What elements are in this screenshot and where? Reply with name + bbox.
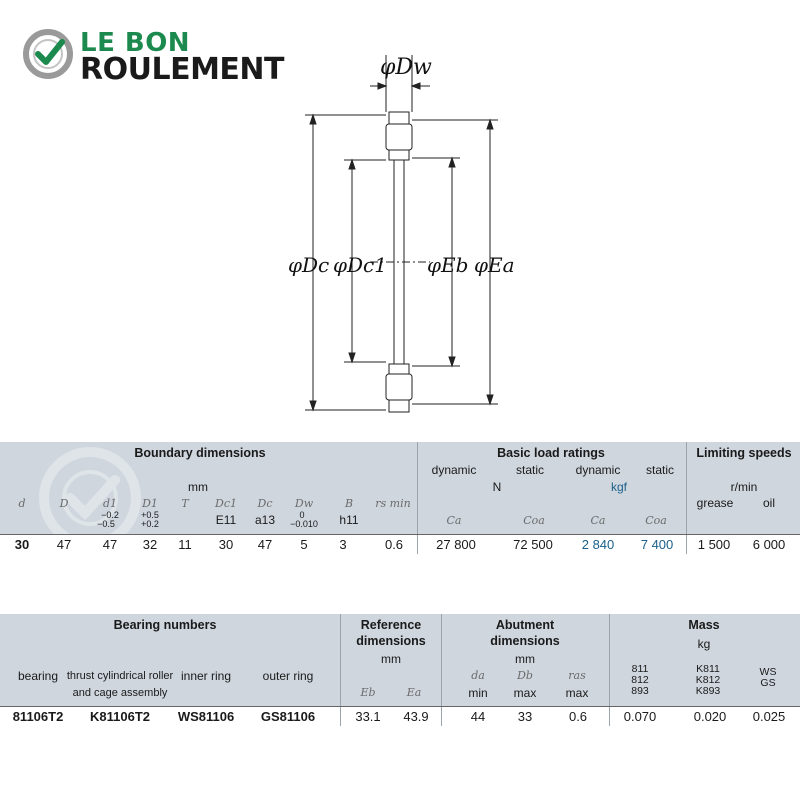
tol-Dw-bot: −0.010	[290, 519, 318, 529]
mass-series-1: 811 812 893	[631, 663, 649, 697]
cell-T: 11	[178, 537, 192, 552]
symbol-coa-kgf: Coa	[645, 514, 667, 527]
cell-Dw: 5	[300, 537, 308, 552]
cell-ras: 0.6	[568, 709, 588, 724]
cell-mass-3: 0.025	[752, 709, 786, 724]
header-bearing: bearing	[17, 669, 59, 683]
cell-d: 30	[14, 537, 30, 552]
symbol-Dw: Dw	[294, 497, 314, 510]
header-dynamic-n: dynamic	[431, 463, 477, 477]
symbol-D1: D1	[142, 497, 158, 510]
symbol-eb: Eb	[360, 686, 376, 699]
symbol-B: B	[344, 497, 354, 510]
mass-series-3: WS GS	[759, 666, 777, 689]
unit-abutment-mm: mm	[515, 652, 535, 666]
unit-kgf: kgf	[610, 480, 628, 494]
tol-Dc: a13	[254, 513, 276, 527]
header-bearing-numbers: Bearing numbers	[113, 618, 217, 632]
cell-ea: 43.9	[403, 709, 429, 724]
header-abutment: Abutment	[495, 618, 555, 632]
cell-coa-n: 72 500	[513, 537, 553, 552]
header-max-ras: max	[565, 686, 589, 700]
logo-text-line2: ROULEMENT	[80, 52, 284, 87]
header-assembly-line1: thrust cylindrical roller	[66, 670, 174, 682]
header-abutment-dimensions: dimensions	[490, 634, 560, 648]
cell-d1: 47	[102, 537, 118, 552]
header-basic-load-ratings: Basic load ratings	[497, 446, 605, 460]
label-eb: φEb	[427, 253, 469, 277]
unit-n: N	[492, 480, 502, 494]
cell-Dc1: 30	[218, 537, 234, 552]
cell-rs-min: 0.6	[384, 537, 404, 552]
label-ea: φEa	[474, 253, 515, 277]
cell-da: 44	[470, 709, 486, 724]
cell-coa-kgf: 7 400	[640, 537, 674, 552]
unit-mm: mm	[188, 480, 208, 494]
unit-reference-mm: mm	[381, 652, 401, 666]
symbol-D: D	[59, 497, 69, 510]
cell-ca-n: 27 800	[436, 537, 476, 552]
cell-D: 47	[56, 537, 72, 552]
cell-mass-1: 0.070	[623, 709, 657, 724]
header-min: min	[468, 686, 488, 700]
header-outer-ring: outer ring	[262, 669, 314, 683]
cell-inner-ring-number: WS81106	[177, 709, 235, 724]
cell-B: 3	[339, 537, 347, 552]
cell-oil: 6 000	[752, 537, 786, 552]
label-dc1: φDc1	[333, 253, 387, 277]
tol-d1-top: −0.2	[101, 510, 119, 520]
unit-kg: kg	[697, 637, 711, 651]
header-oil: oil	[762, 496, 776, 510]
tol-Dw-top: 0	[299, 510, 305, 520]
cell-Dc: 47	[257, 537, 273, 552]
symbol-d1: d1	[102, 497, 118, 510]
cell-mass-2: 0.020	[693, 709, 727, 724]
header-static-n: static	[515, 463, 545, 477]
cell-eb: 33.1	[355, 709, 381, 724]
symbol-db: Db	[517, 669, 533, 682]
logo-text-line1: LE BON	[80, 28, 191, 58]
symbol-Dc1: Dc1	[215, 497, 237, 510]
cell-D1: 32	[142, 537, 158, 552]
symbol-d: d	[18, 497, 26, 510]
symbol-ca-n: Ca	[446, 514, 462, 527]
cell-db: 33	[517, 709, 533, 724]
header-assembly-line2: and cage assembly	[72, 687, 168, 699]
header-dynamic-kgf: dynamic	[575, 463, 621, 477]
symbol-ca-kgf: Ca	[590, 514, 606, 527]
header-static-kgf: static	[645, 463, 675, 477]
unit-rmin: r/min	[730, 480, 758, 494]
header-boundary-dimensions: Boundary dimensions	[134, 446, 266, 460]
symbol-ras: ras	[568, 669, 586, 682]
cell-ca-kgf: 2 840	[581, 537, 615, 552]
symbol-rs-min: rs min	[375, 497, 411, 510]
cell-assembly-number: K81106T2	[90, 709, 150, 724]
symbol-T: T	[181, 497, 189, 510]
tol-D1-bot: +0.2	[141, 519, 159, 529]
header-reference: Reference	[360, 618, 422, 632]
header-limiting-speeds: Limiting speeds	[696, 446, 792, 460]
header-mass: Mass	[688, 618, 720, 632]
symbol-Dc: Dc	[257, 497, 273, 510]
tol-d1-bot: −0.5	[97, 519, 115, 529]
symbol-ea: Ea	[406, 686, 422, 699]
label-dc: φDc	[288, 253, 330, 277]
cell-outer-ring-number: GS81106	[260, 709, 316, 724]
symbol-coa-n: Coa	[523, 514, 545, 527]
tol-B: h11	[339, 513, 359, 527]
symbol-da: da	[471, 669, 485, 682]
header-grease: grease	[696, 496, 734, 510]
tol-D1-top: +0.5	[141, 510, 159, 520]
cell-bearing-number: 81106T2	[12, 709, 64, 724]
header-max-db: max	[513, 686, 537, 700]
label-dw: φDw	[380, 55, 432, 80]
mass-series-2: K811 K812 K893	[695, 663, 721, 697]
tol-Dc1: E11	[215, 513, 237, 527]
header-reference-dimensions: dimensions	[356, 634, 426, 648]
header-inner-ring: inner ring	[180, 669, 232, 683]
cell-grease: 1 500	[697, 537, 731, 552]
